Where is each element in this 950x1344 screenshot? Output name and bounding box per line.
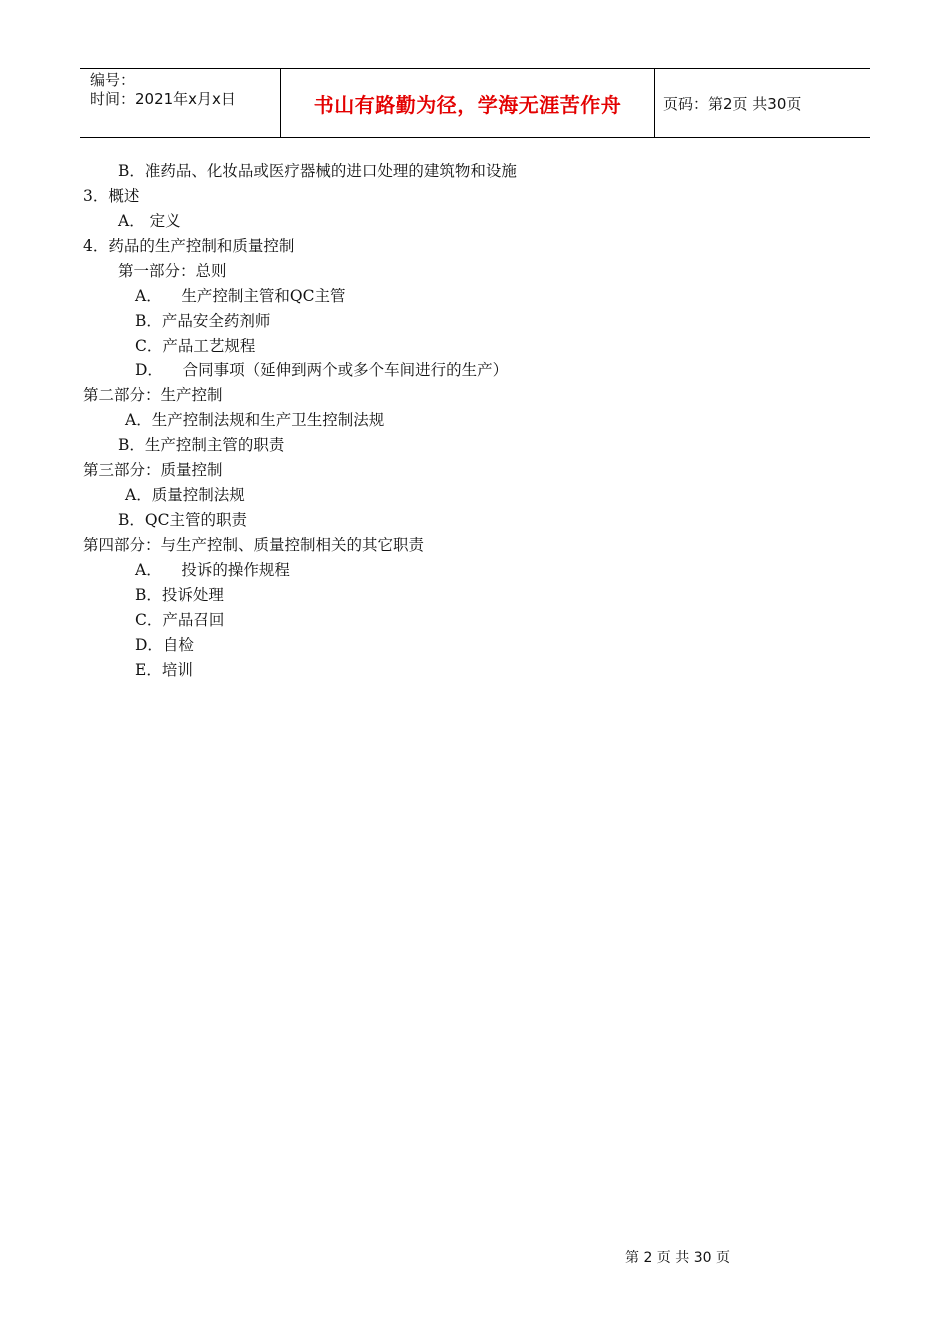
document-number-label: 编号： bbox=[90, 71, 136, 89]
header-meta-cell bbox=[80, 69, 281, 137]
page-header bbox=[80, 68, 870, 138]
outline-line: B．QC主管的职责 bbox=[118, 511, 247, 529]
part-heading: 第一部分：总则 bbox=[118, 262, 227, 280]
outline-line: A．质量控制法规 bbox=[125, 486, 245, 504]
part-heading: 第四部分：与生产控制、质量控制相关的其它职责 bbox=[83, 536, 425, 554]
outline-line: A．生产控制法规和生产卫生控制法规 bbox=[125, 411, 385, 429]
outline-line: A． 投诉的操作规程 bbox=[135, 561, 290, 579]
page-footer: 第 2 页 共 30 页 bbox=[625, 1250, 730, 1266]
outline-line: B．准药品、化妆品或医疗器械的进口处理的建筑物和设施 bbox=[118, 162, 517, 180]
part-heading: 第三部分：质量控制 bbox=[83, 461, 223, 479]
header-motto-cell bbox=[281, 69, 655, 137]
outline-line: C．产品工艺规程 bbox=[135, 337, 256, 355]
document-date-label: 时间：2021年x月x日 bbox=[90, 90, 236, 108]
outline-line: C．产品召回 bbox=[135, 611, 225, 629]
outline-line: D． 合同事项（延伸到两个或多个车间进行的生产） bbox=[135, 361, 509, 379]
section-heading: 4．药品的生产控制和质量控制 bbox=[83, 237, 295, 255]
outline-line: B．生产控制主管的职责 bbox=[118, 436, 285, 454]
outline-line: D．自检 bbox=[135, 636, 194, 654]
outline-line: E．培训 bbox=[135, 661, 193, 679]
header-motto: 书山有路勤为径，学海无涯苦作舟 bbox=[313, 92, 622, 117]
part-heading: 第二部分：生产控制 bbox=[83, 386, 223, 404]
outline-line: B．投诉处理 bbox=[135, 586, 224, 604]
header-page-info: 页码：第2页 共30页 bbox=[663, 94, 802, 113]
outline-line: A． 定义 bbox=[118, 212, 181, 230]
header-page-cell bbox=[655, 69, 870, 137]
outline-line: B．产品安全药剂师 bbox=[135, 312, 271, 330]
section-heading: 3．概述 bbox=[83, 187, 140, 205]
outline-line: A． 生产控制主管和QC主管 bbox=[135, 287, 346, 305]
